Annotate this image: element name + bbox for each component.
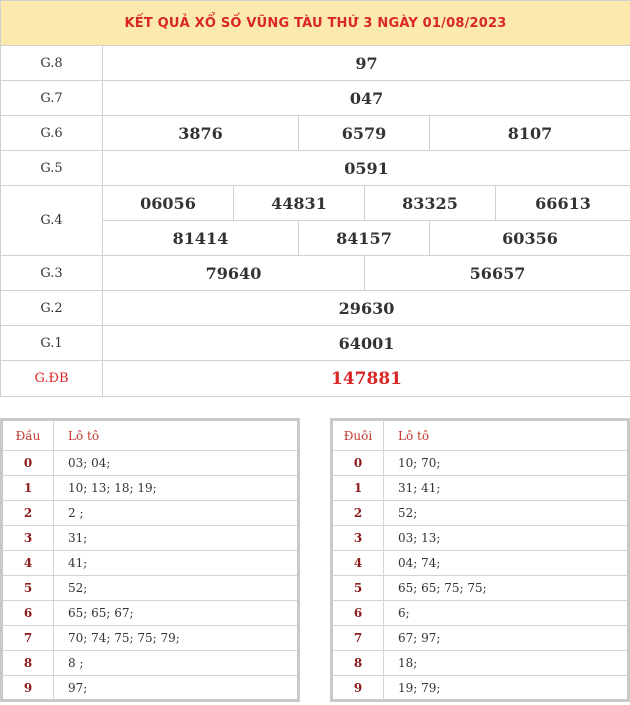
table-row	[332, 526, 629, 551]
prize-row-g7	[1, 81, 630, 116]
table-row	[332, 501, 629, 526]
loto-cell: 03; 13;	[384, 526, 629, 551]
prize-label: G.1	[1, 326, 103, 361]
digit-cell: 4	[332, 551, 384, 576]
prize-number: 047	[103, 81, 630, 116]
digit-cell: 0	[2, 451, 54, 476]
prize-row-g6	[1, 116, 630, 151]
digit-cell: 9	[2, 676, 54, 701]
loto-cell: 31; 41;	[384, 476, 629, 501]
prize-number: 83325	[365, 186, 496, 221]
prize-row-g1	[1, 326, 630, 361]
prize-label: G.7	[1, 81, 103, 116]
prize-label: G.3	[1, 256, 103, 291]
prize-label: G.8	[1, 46, 103, 81]
loto-cell: 6;	[384, 601, 629, 626]
table-row	[2, 576, 299, 601]
table-row	[2, 526, 299, 551]
prize-row-gdb	[1, 361, 630, 397]
digit-cell: 8	[2, 651, 54, 676]
dau-col-header: Đầu	[2, 420, 54, 451]
loto-cell: 52;	[384, 501, 629, 526]
prize-number: 06056	[103, 186, 234, 221]
digit-cell: 2	[332, 501, 384, 526]
table-row	[2, 551, 299, 576]
digit-cell: 6	[332, 601, 384, 626]
table-row	[2, 626, 299, 651]
loto-cell: 97;	[54, 676, 299, 701]
loto-cell: 18;	[384, 651, 629, 676]
special-prize-label: G.ĐB	[1, 361, 103, 397]
table-row	[332, 551, 629, 576]
prize-number: 79640	[103, 256, 365, 291]
duoi-loto-table	[330, 418, 630, 702]
prize-row-g3	[1, 256, 630, 291]
loto-cell: 10; 70;	[384, 451, 629, 476]
loto-col-header: Lô tô	[384, 420, 629, 451]
table-row	[332, 651, 629, 676]
table-row	[2, 501, 299, 526]
table-row	[332, 601, 629, 626]
table-row	[2, 676, 299, 701]
loto-cell: 70; 74; 75; 75; 79;	[54, 626, 299, 651]
loto-cell: 65; 65; 67;	[54, 601, 299, 626]
loto-cell: 8 ;	[54, 651, 299, 676]
prize-number: 84157	[299, 221, 430, 256]
dau-loto-table	[0, 418, 300, 702]
loto-cell: 03; 04;	[54, 451, 299, 476]
table-row	[2, 476, 299, 501]
duoi-header-row	[332, 420, 629, 451]
loto-cell: 65; 65; 75; 75;	[384, 576, 629, 601]
loto-col-header: Lô tô	[54, 420, 299, 451]
results-title: KẾT QUẢ XỔ SỐ VŨNG TÀU THỨ 3 NGÀY 01/08/2023	[1, 1, 630, 46]
loto-cell: 41;	[54, 551, 299, 576]
loto-cell: 10; 13; 18; 19;	[54, 476, 299, 501]
loto-cell: 31;	[54, 526, 299, 551]
digit-cell: 6	[2, 601, 54, 626]
digit-cell: 1	[332, 476, 384, 501]
prize-number: 81414	[103, 221, 299, 256]
digit-cell: 7	[2, 626, 54, 651]
digit-cell: 1	[2, 476, 54, 501]
digit-cell: 0	[332, 451, 384, 476]
loto-cell: 2 ;	[54, 501, 299, 526]
digit-cell: 5	[2, 576, 54, 601]
prize-label: G.4	[1, 186, 103, 256]
digit-cell: 9	[332, 676, 384, 701]
digit-cell: 3	[332, 526, 384, 551]
table-row	[2, 601, 299, 626]
table-row	[2, 651, 299, 676]
loto-cell: 52;	[54, 576, 299, 601]
table-row	[332, 451, 629, 476]
prize-row-g4	[1, 186, 630, 221]
prize-number: 3876	[103, 116, 299, 151]
loto-cell: 04; 74;	[384, 551, 629, 576]
prize-row-g8	[1, 46, 630, 81]
prize-number: 8107	[430, 116, 630, 151]
prize-row-g5	[1, 151, 630, 186]
digit-cell: 4	[2, 551, 54, 576]
loto-cell: 19; 79;	[384, 676, 629, 701]
prize-number: 44831	[234, 186, 365, 221]
prize-number: 0591	[103, 151, 630, 186]
prize-number: 6579	[299, 116, 430, 151]
table-row	[332, 626, 629, 651]
table-row	[332, 476, 629, 501]
prize-number: 64001	[103, 326, 630, 361]
table-row	[332, 576, 629, 601]
prize-number: 66613	[496, 186, 630, 221]
digit-cell: 7	[332, 626, 384, 651]
table-row	[2, 451, 299, 476]
table-row	[332, 676, 629, 701]
prize-label: G.2	[1, 291, 103, 326]
special-prize-number: 147881	[103, 361, 630, 397]
digit-cell: 5	[332, 576, 384, 601]
prize-number: 60356	[430, 221, 630, 256]
loto-cell: 67; 97;	[384, 626, 629, 651]
prize-number: 97	[103, 46, 630, 81]
duoi-col-header: Đuôi	[332, 420, 384, 451]
prize-label: G.5	[1, 151, 103, 186]
prize-label: G.6	[1, 116, 103, 151]
prize-number: 56657	[365, 256, 630, 291]
digit-cell: 8	[332, 651, 384, 676]
dau-header-row	[2, 420, 299, 451]
digit-cell: 2	[2, 501, 54, 526]
prize-row-g2	[1, 291, 630, 326]
digit-cell: 3	[2, 526, 54, 551]
prize-number: 29630	[103, 291, 630, 326]
